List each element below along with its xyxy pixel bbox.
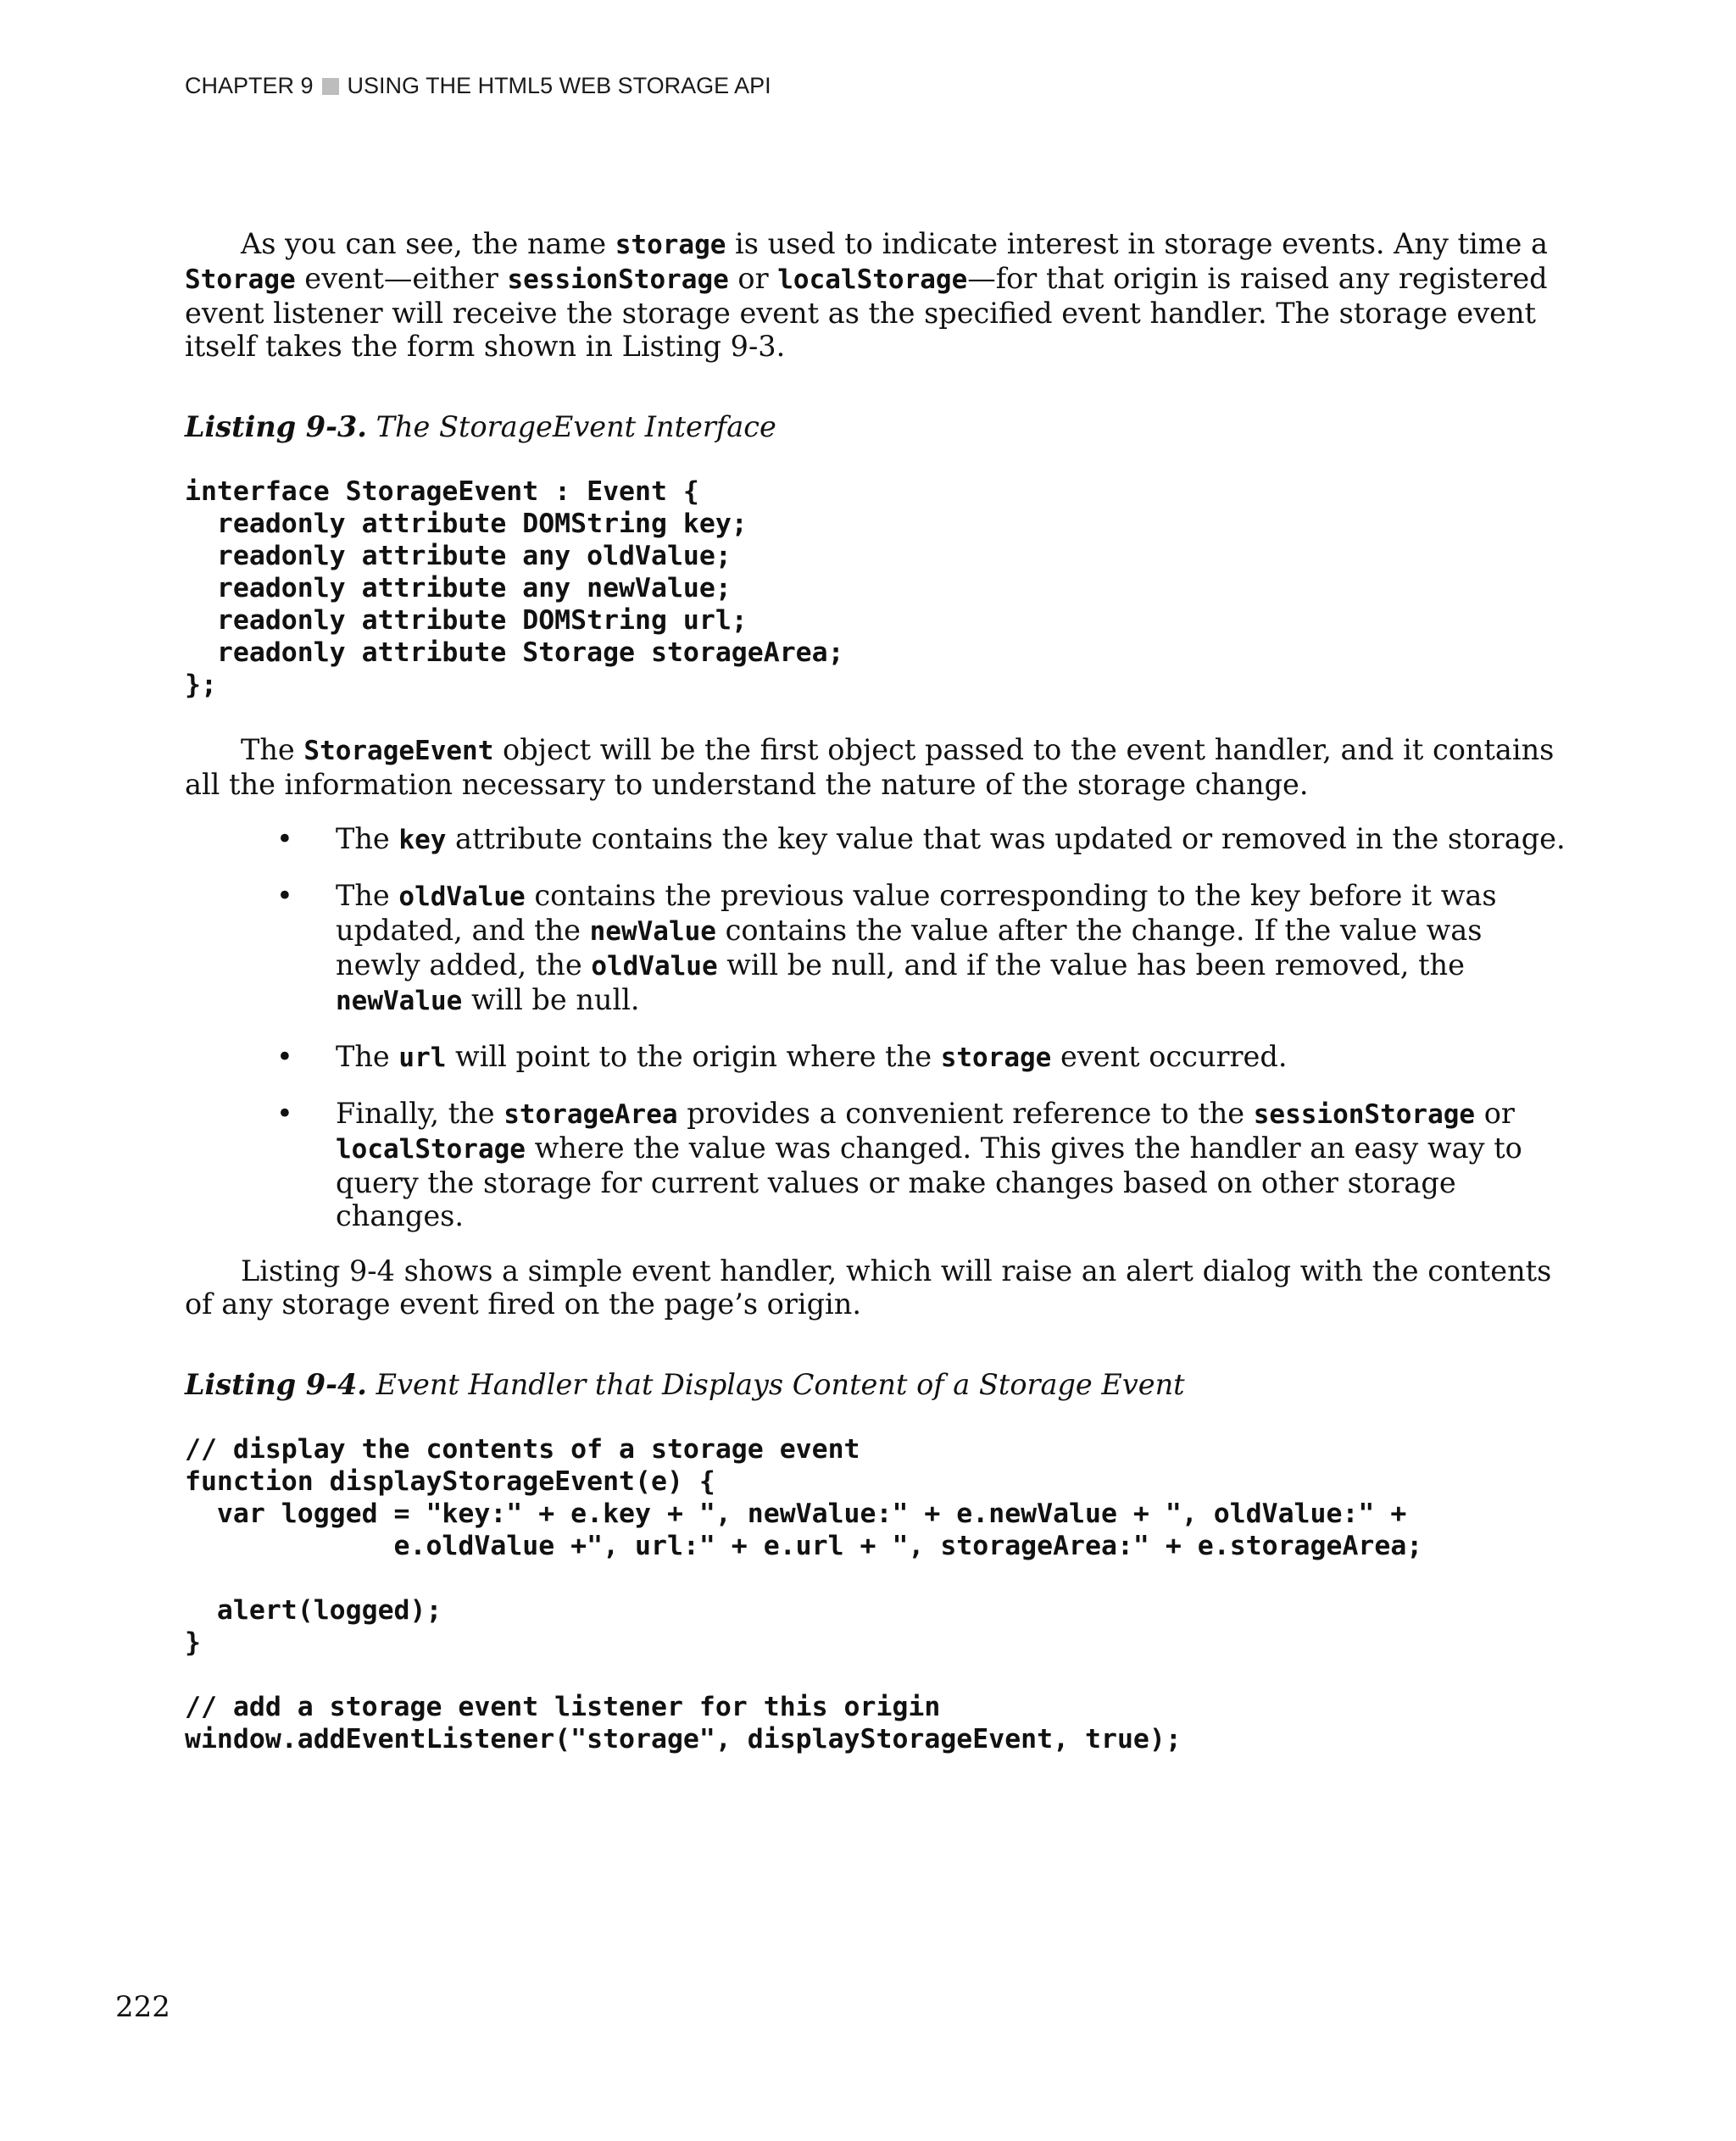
inline-code: oldValue [591, 951, 718, 982]
bullet-dot: • [276, 879, 293, 912]
inline-code: sessionStorage [507, 264, 729, 295]
inline-code: StorageEvent [303, 736, 494, 766]
listing-9-4-caption: Listing 9-4. Event Handler that Displays Content of a Storage Event [185, 1368, 1185, 1401]
chapter-title: USING THE HTML5 WEB STORAGE API [347, 73, 771, 98]
chapter-label: CHAPTER 9 [185, 73, 314, 98]
listing-9-4-code: // display the contents of a storage event function displayStorageEvent(e) { var logged = "key:" + e.key + ", newValue:" + e.newValue + ", oldValue:" + e.oldValue +", url:" + e.url + ", storageArea:" + e.storageArea; alert(logged); } // add a storage event listener for this origin window.addEventListener("storage", displayStorageEvent, true); [185, 1434, 1423, 1755]
inline-code: newValue [589, 916, 716, 947]
page-body [185, 227, 1566, 1755]
attribute-list [185, 822, 1566, 1232]
inline-code: newValue [336, 986, 463, 1016]
bullet-dot: • [276, 1040, 293, 1073]
running-header [185, 73, 771, 99]
paragraph-intro: As you can see, the name storage is used to indicate interest in storage events. Any time a Storage event—either sessionStorage or localStorage—for that origin is raised any registered event listener will receive the storage event as the specified event handler. The storage event itself takes the form shown in Listing 9-3. [185, 227, 1548, 363]
inline-code: localStorage [777, 264, 968, 295]
list-item: • The oldValue contains the previous value corresponding to the key before it was updated, and the newValue contains the value after the change. If the value was newly added, the oldValue will be null, and if the value has been removed, the newValue will be null. [276, 879, 1497, 1016]
header-separator-square [322, 78, 339, 95]
inline-code: storageArea [504, 1099, 678, 1130]
inline-code: url [398, 1043, 447, 1073]
list-item: • The url will point to the origin where the storage event occurred. [276, 1040, 1288, 1073]
inline-code: localStorage [336, 1134, 526, 1165]
inline-code: Storage [185, 264, 296, 295]
paragraph-storageevent: The StorageEvent object will be the first object passed to the event handler, and it contains all the information necessary to understand the nature of the storage change. [185, 733, 1555, 801]
bullet-dot: • [276, 1097, 293, 1130]
inline-code: storage [940, 1043, 1052, 1073]
inline-code: storage [615, 230, 726, 260]
listing-9-3-code: interface StorageEvent : Event { readonly attribute DOMString key; readonly attribute any oldValue; readonly attribute any newValue; readonly attribute DOMString url; readonly attribute Storage storageArea; }; [185, 476, 844, 700]
list-item: • Finally, the storageArea provides a convenient reference to the sessionStorage or localStorage where the value was changed. This gives the handler an easy way to query the storage for current values or make changes based on other storage changes. [276, 1097, 1522, 1232]
bullet-dot: • [276, 822, 293, 855]
paragraph-listing-intro: Listing 9-4 shows a simple event handler, which will raise an alert dialog with the contents of any storage event fired on the page’s origin. [185, 1254, 1552, 1321]
inline-code: oldValue [398, 881, 526, 912]
page-number: 222 [115, 1990, 170, 2024]
inline-code: sessionStorage [1253, 1099, 1476, 1130]
list-item: • The key attribute contains the key value that was updated or removed in the storage. [276, 822, 1566, 855]
listing-9-3-caption: Listing 9-3. The StorageEvent Interface [185, 410, 776, 443]
inline-code: key [398, 825, 447, 855]
